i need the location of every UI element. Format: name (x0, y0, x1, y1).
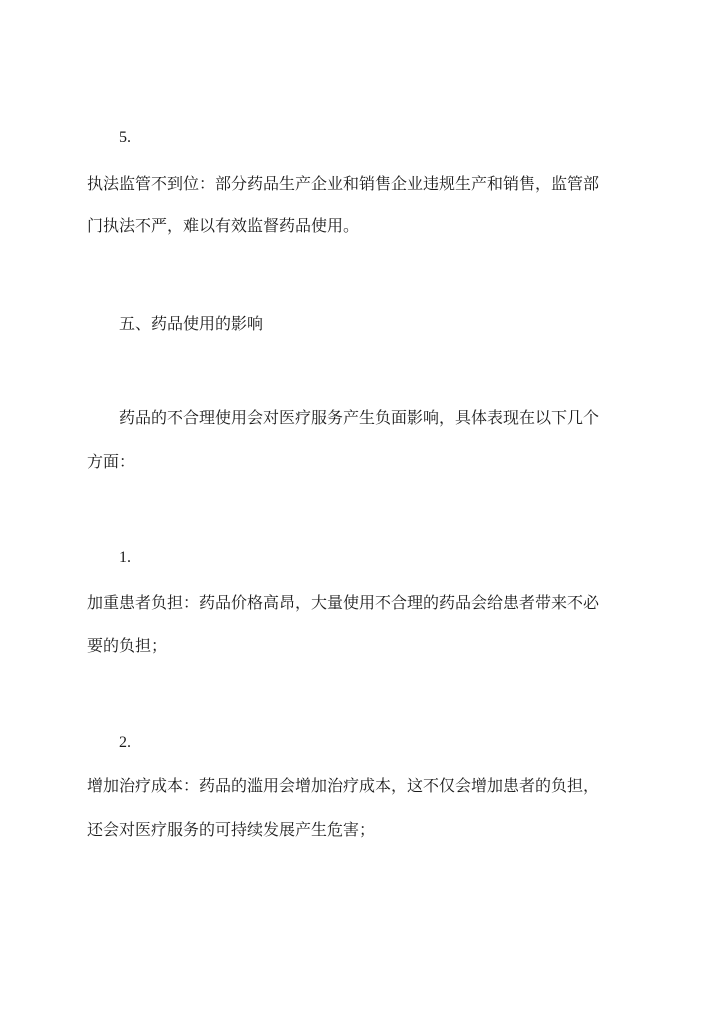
paragraph-line: 门执法不严，难以有效监督药品使用。 (87, 216, 360, 235)
paragraph-line: 加重患者负担：药品价格高昂，大量使用不合理的药品会给患者带来不必 (87, 593, 600, 612)
paragraph-line: 还会对医疗服务的可持续发展产生危害； (87, 820, 376, 839)
paragraph-line: 要的负担； (87, 636, 168, 655)
paragraph-line: 方面： (87, 452, 136, 471)
paragraph-line: 执法监管不到位：部分药品生产企业和销售企业违规生产和销售，监管部 (87, 174, 600, 193)
list-number-2: 2. (119, 734, 131, 751)
list-number-1: 1. (119, 549, 131, 566)
paragraph-line: 药品的不合理使用会对医疗服务产生负面影响，具体表现在以下几个 (119, 408, 600, 427)
section-heading: 五、药品使用的影响 (119, 314, 264, 333)
list-number-5: 5. (119, 129, 131, 146)
paragraph-line: 增加治疗成本：药品的滥用会增加治疗成本，这不仅会增加患者的负担， (87, 776, 600, 795)
